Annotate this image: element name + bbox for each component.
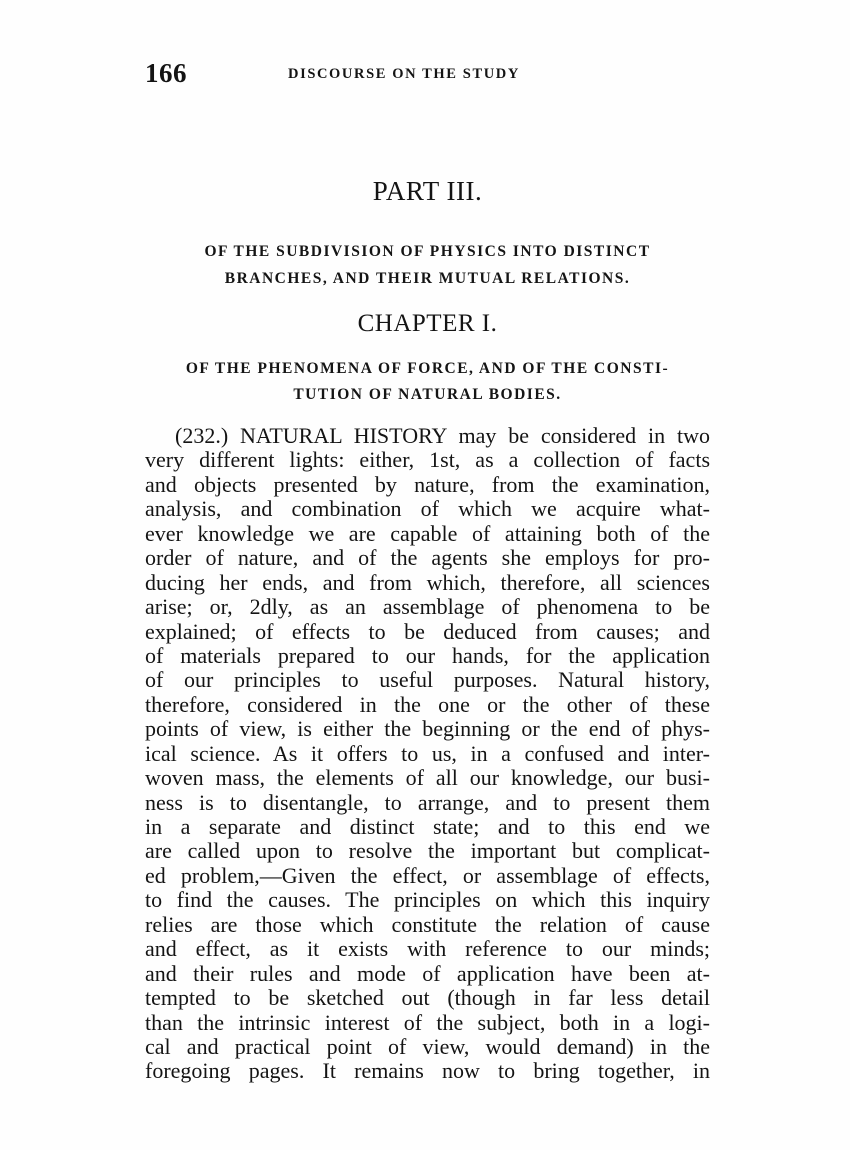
part-subtitle-line: OF THE SUBDIVISION OF PHYSICS INTO DISTINCT: [204, 243, 651, 260]
chapter-subtitle-line: TUTION OF NATURAL BODIES.: [293, 386, 562, 403]
text-line: and their rules and mode of application have been at-: [145, 960, 710, 986]
text-line: woven mass, the elements of all our knowledge, our busi-: [145, 765, 710, 791]
body-paragraph: [145, 424, 710, 1084]
text-line: therefore, considered in the one or the other of these: [145, 691, 710, 717]
text-line: cal and practical point of view, would demand) in the: [145, 1033, 710, 1059]
text-line: very different lights: either, 1st, as a collection of facts: [145, 447, 710, 473]
text-line: ever knowledge we are capable of attaining both of the: [145, 520, 710, 546]
running-head: [145, 58, 710, 92]
text-line: (232.) NATURAL HISTORY may be considered in two: [175, 423, 710, 448]
text-line: foregoing pages. It remains now to bring together, in: [145, 1058, 710, 1084]
chapter-title: CHAPTER I.: [357, 310, 498, 337]
text-line: relies are those which constitute the relation of cause: [145, 911, 710, 937]
page-number: 166: [145, 58, 187, 88]
text-line: ducing her ends, and from which, therefore, all sciences: [145, 569, 710, 595]
part-title: PART III.: [372, 176, 483, 206]
text-line: ness is to disentangle, to arrange, and to present them: [145, 789, 710, 815]
text-line: points of view, is either the beginning or the end of phys-: [145, 716, 710, 742]
text-line: to find the causes. The principles on which this inquiry: [145, 887, 710, 913]
text-line: than the intrinsic interest of the subject, both in a logi-: [145, 1009, 710, 1035]
running-title: DISCOURSE ON THE STUDY: [288, 66, 520, 82]
text-line: ical science. As it offers to us, in a confused and inter-: [145, 740, 710, 766]
text-line: of materials prepared to our hands, for the application: [145, 642, 710, 668]
text-line: of our principles to useful purposes. Natural history,: [145, 667, 710, 693]
text-line: tempted to be sketched out (though in far less detail: [145, 985, 710, 1011]
text-line: in a separate and distinct state; and to this end we: [145, 814, 710, 839]
text-line: analysis, and combination of which we acquire what-: [145, 496, 710, 522]
text-line: are called upon to resolve the important but complicat-: [145, 838, 710, 864]
part-subtitle-line: BRANCHES, AND THEIR MUTUAL RELATIONS.: [224, 270, 631, 287]
text-line: order of nature, and of the agents she employs for pro-: [145, 545, 710, 571]
text-line: explained; of effects to be deduced from causes; and: [145, 618, 710, 644]
text-line: arise; or, 2dly, as an assemblage of phenomena to be: [145, 594, 710, 620]
text-line: ed problem,—Given the effect, or assemblage of effects,: [145, 862, 710, 888]
part-subtitle: [145, 238, 710, 292]
chapter-subtitle-line: OF THE PHENOMENA OF FORCE, AND OF THE CONSTI-: [185, 360, 670, 377]
text-line: and objects presented by nature, from the examination,: [145, 471, 710, 497]
text-line: and effect, as it exists with reference to our minds;: [145, 936, 710, 962]
chapter-subtitle: [145, 356, 710, 408]
